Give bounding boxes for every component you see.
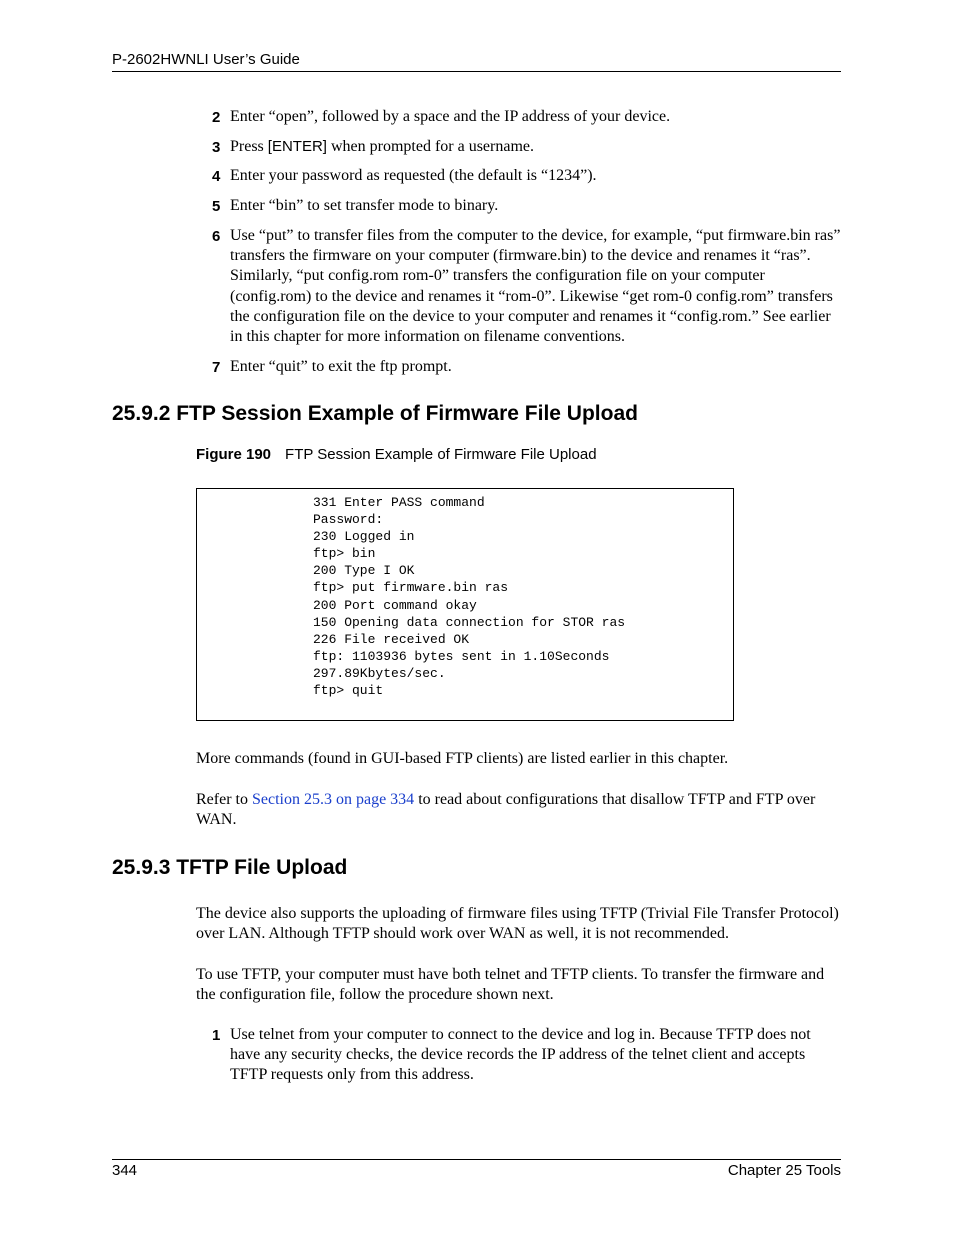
step-number: 7 (212, 359, 221, 376)
header-divider (112, 71, 841, 72)
step-6 (212, 226, 844, 347)
code-lines (313, 494, 625, 699)
figure-caption (196, 446, 597, 463)
paragraph-tftp-requirements: To use TFTP, your computer must have both telnet and TFTP clients. To transfer the firmware and the configuration file, follow the procedure shown next. (196, 966, 825, 1004)
footer-chapter-title: Chapter 25 Tools (727, 1162, 841, 1179)
figure-title: FTP Session Example of Firmware File Upload (285, 446, 597, 463)
step-5 (212, 196, 844, 216)
code-line: 331 Enter PASS command (313, 495, 485, 510)
step-text: Enter “open”, followed by a space and the IP address of your device. (230, 108, 671, 125)
step-number: 4 (212, 168, 221, 185)
code-line: 230 Logged in (313, 529, 415, 545)
code-line: ftp> quit (313, 683, 384, 699)
code-line: ftp> put firmware.bin ras (313, 580, 509, 596)
step-3 (212, 137, 844, 157)
code-line: Password: (313, 512, 384, 528)
step-1 (212, 1025, 844, 1086)
key-name: [ENTER] (267, 138, 327, 155)
step-text: Enter “quit” to exit the ftp prompt. (230, 358, 452, 375)
step-2 (212, 107, 844, 127)
page-header-title: P-2602HWNLI User’s Guide (112, 51, 300, 68)
step-number: 5 (212, 198, 221, 215)
section-link[interactable]: Section 25.3 on page 334 (251, 791, 415, 808)
code-line: 200 Type I OK (313, 563, 415, 579)
step-number: 3 (212, 139, 221, 156)
section-heading-tftp: 25.9.3 TFTP File Upload (112, 856, 348, 879)
code-line: ftp> bin (313, 546, 376, 562)
step-number: 1 (212, 1027, 221, 1044)
footer-page-number: 344 (112, 1162, 138, 1179)
step-text: Use “put” to transfer files from the computer to the device, for example, “put firmware.bin ras” transfers the firmware on your computer (firmware.bin) to the device and renames it “ras”. Similarly, “put config.rom rom-0” transfers the configuration file on your computer (config.rom) to the device and renames it “rom-0”. Likewise “get rom-0 config.rom” transfers the configuration file on the device to your computer and renames it “config.rom.” See earlier in this chapter for more information on filename conventions. (230, 227, 841, 346)
paragraph-refer: Refer to Section 25.3 on page 334 to read about configurations that disallow TFTP and FTP over WAN. (196, 791, 816, 829)
code-line: 226 File received OK (313, 631, 470, 647)
code-example-box (196, 488, 734, 721)
step-7 (212, 357, 844, 377)
figure-label: Figure 190 (196, 446, 272, 463)
step-number: 2 (212, 109, 221, 126)
section-heading-ftp: 25.9.2 FTP Session Example of Firmware File Upload (112, 402, 638, 425)
step-text: Press [ENTER] when prompted for a username. (230, 138, 535, 155)
step-4 (212, 166, 844, 186)
code-line: ftp: 1103936 bytes sent in 1.10Seconds (313, 648, 610, 664)
paragraph-tftp-intro: The device also supports the uploading of firmware files using TFTP (Trivial File Transfer Protocol) over LAN. Although TFTP should work over WAN as well, it is not recommended. (196, 905, 839, 943)
step-text: Enter “bin” to set transfer mode to binary. (230, 197, 499, 214)
code-line: 297.89Kbytes/sec. (313, 665, 446, 681)
step-text: Enter your password as requested (the default is “1234”). (230, 167, 597, 184)
code-line: 200 Port command okay (313, 597, 477, 613)
code-line: 150 Opening data connection for STOR ras (313, 614, 626, 630)
step-number: 6 (212, 228, 221, 245)
footer-divider (112, 1159, 841, 1160)
step-text: Use telnet from your computer to connect to the device and log in. Because TFTP does not have any security checks, the device records the IP address of the telnet client and accepts TFTP requests only from this address. (230, 1026, 811, 1084)
paragraph-more-commands: More commands (found in GUI-based FTP clients) are listed earlier in this chapter. (196, 750, 729, 767)
